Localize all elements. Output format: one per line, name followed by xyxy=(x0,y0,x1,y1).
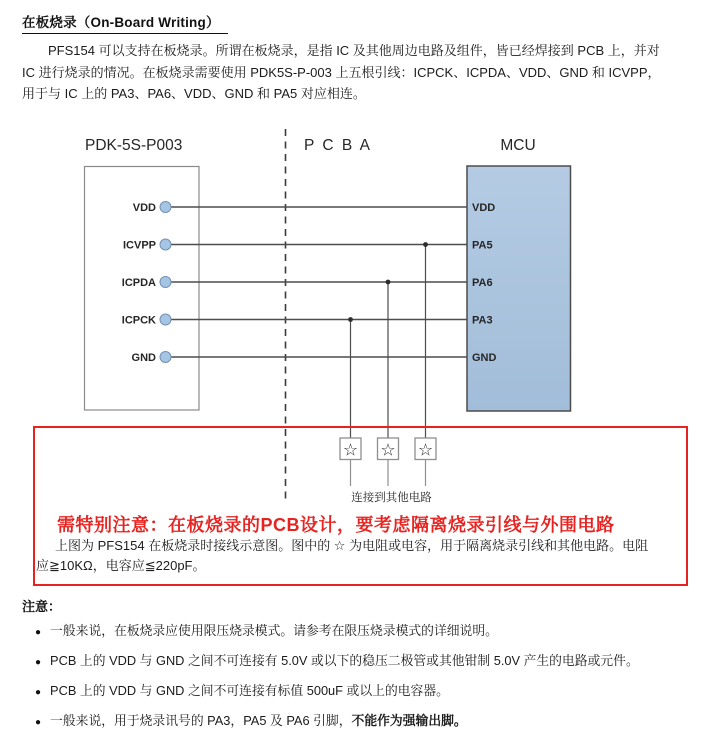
junction-dot xyxy=(348,317,353,322)
terminal-circle xyxy=(160,314,171,325)
list-item xyxy=(35,622,695,639)
intro-line: PFS154 可以支持在板烧录。所谓在板烧录，是指 IC 及其他周边电路及组件，皆已经焊接到 PCB 上，并对 xyxy=(48,43,660,58)
bullet-icon: ● xyxy=(35,627,42,638)
writer-pin-icvpp: ICVPP xyxy=(122,239,156,252)
note-text-bold: 不能作为强输出脚。 xyxy=(351,713,467,728)
junction-dot xyxy=(386,280,391,285)
wiring-diagram xyxy=(0,126,704,506)
note-text: PCB 上的 VDD 与 GND 之间不可连接有 5.0V 或以下的稳压二极管或其他钳制 5.0V 产生的电路或元件。 xyxy=(50,653,639,668)
warning-headline-pcb: PCB xyxy=(260,515,301,535)
mcu-box-title: MCU xyxy=(500,137,536,154)
intro-paragraph xyxy=(22,40,686,105)
writer-pin-gnd: GND xyxy=(131,352,156,364)
warning-body-line: 应≧10KΩ，电容应≦220pF。 xyxy=(36,557,206,573)
mcu-pin-pa3: PA3 xyxy=(472,314,493,327)
warning-body-line: 上图为 PFS154 在板烧录时接线示意图。图中的 ☆ 为电阻或电容，用于隔离烧录引线和其他电路。电阻 xyxy=(55,538,649,553)
terminal-circle xyxy=(160,277,171,288)
writer-pin-icpda: ICPDA xyxy=(121,277,156,289)
notes-heading: 注意： xyxy=(22,599,62,614)
junction-dot xyxy=(423,242,428,247)
intro-line: 用于与 IC 上的 PA3、PA6、VDD、GND 和 PA5 对应相连。 xyxy=(22,86,366,101)
star-icon: ☆ xyxy=(380,440,396,460)
note-text: 一般来说，在板烧录应使用限压烧录模式。请参考在限压烧录模式的详细说明。 xyxy=(50,623,498,638)
bullet-icon: ● xyxy=(35,657,42,668)
notes-list xyxy=(35,622,695,742)
terminal-circle xyxy=(160,352,171,363)
mcu-pin-pa6: PA6 xyxy=(472,277,493,289)
mcu-pin-pa5: PA5 xyxy=(472,239,493,252)
mcu-pin-vdd: VDD xyxy=(472,202,496,214)
writer-box-title: PDK-5S-P003 xyxy=(85,137,183,154)
list-item xyxy=(35,652,695,669)
star-icon: ☆ xyxy=(342,440,359,460)
warning-headline-prefix: 需特别注意：在板烧录的 xyxy=(57,515,261,535)
pcba-label: P C B A xyxy=(304,137,372,154)
writer-pin-vdd: VDD xyxy=(132,202,156,214)
warning-body xyxy=(36,536,684,575)
intro-line: IC 进行烧录的情况。在板烧录需要使用 PDK5S-P-003 上五根引线：ICPCK、ICPDA、VDD、GND 和 ICVPP， xyxy=(22,64,661,80)
warning-headline xyxy=(57,511,615,537)
terminal-circle xyxy=(160,202,171,213)
star-icon: ☆ xyxy=(417,440,434,460)
other-circuit-label: 连接到其他电路 xyxy=(351,492,432,504)
list-item xyxy=(35,682,695,699)
list-item xyxy=(35,712,695,729)
note-text: 一般来说，用于烧录讯号的 PA3，PA5 及 PA6 引脚， xyxy=(50,713,352,728)
bullet-icon: ● xyxy=(35,687,42,698)
bullet-icon: ● xyxy=(35,717,42,728)
terminal-circle xyxy=(160,239,171,250)
page-title: 在板烧录（On-Board Writing） xyxy=(22,11,228,34)
note-text: PCB 上的 VDD 与 GND 之间不可连接有标值 500uF 或以上的电容器。 xyxy=(50,683,449,698)
writer-pin-icpck: ICPCK xyxy=(121,314,156,327)
mcu-pin-gnd: GND xyxy=(472,352,497,364)
warning-headline-suffix: 设计，要考虑隔离烧录引线与外围电路 xyxy=(300,515,615,535)
